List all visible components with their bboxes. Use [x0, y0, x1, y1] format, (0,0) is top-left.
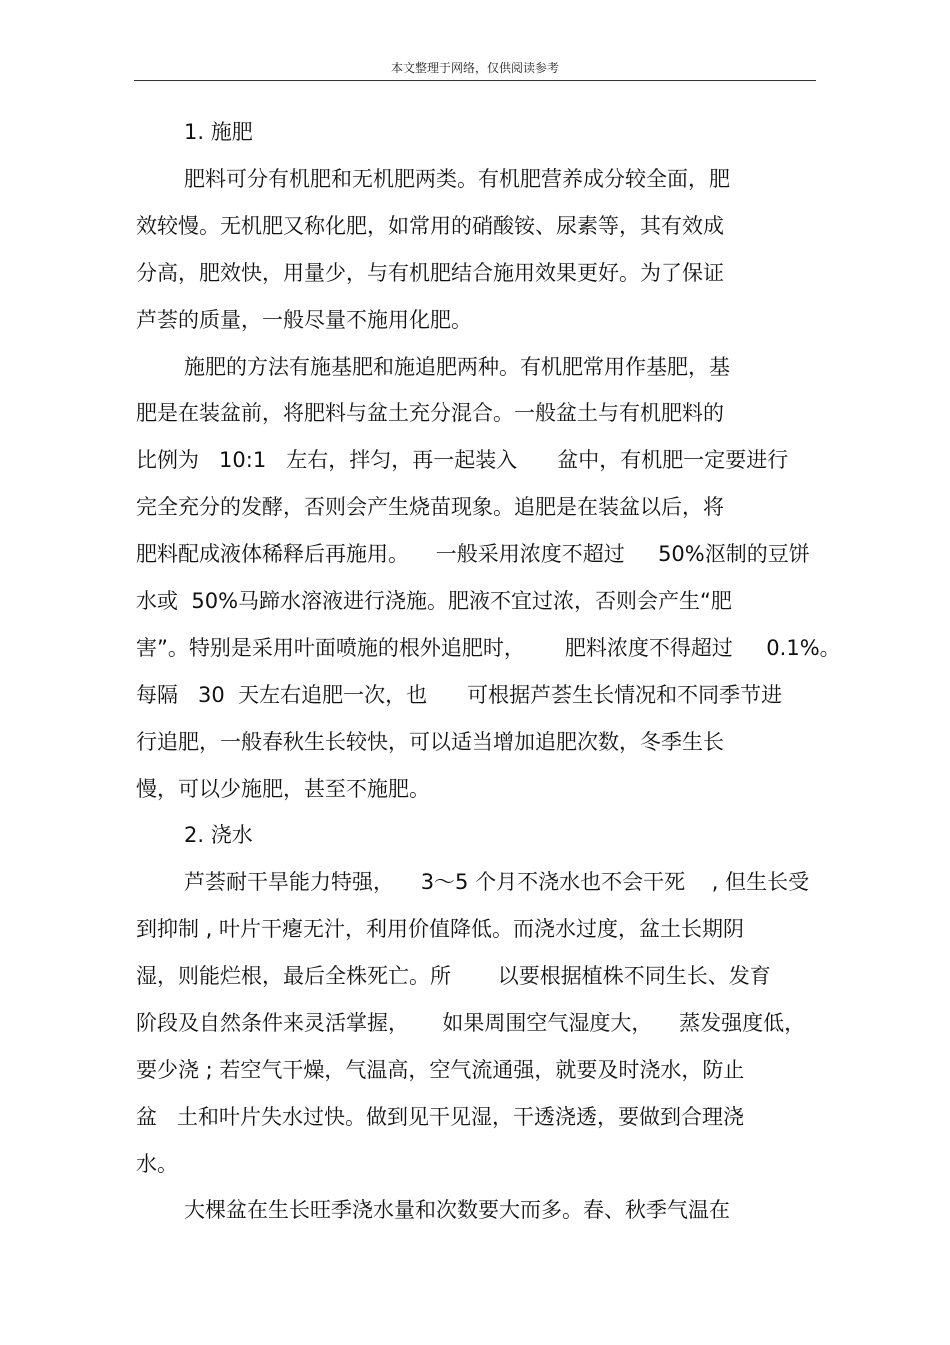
paragraph-line: 湿，则能烂根，最后全株死亡。所 以要根据植株不同生长、发育: [136, 964, 771, 988]
paragraph-line: 比例为 10:1 左右，拌匀，再一起装入 盆中，有机肥一定要进行: [136, 448, 789, 472]
header-text: 本文整理于网络，仅供阅读参考: [390, 61, 559, 75]
page-header: [134, 58, 816, 81]
paragraph-line: 肥料配成液体稀释后再施用。 一般采用浓度不超过 50%沤制的豆饼: [136, 542, 810, 566]
paragraph-line: 行追肥，一般春秋生长较快，可以适当增加追肥次数，冬季生长: [136, 730, 724, 754]
paragraph-line: 慢，可以少施肥，甚至不施肥。: [136, 777, 430, 801]
paragraph-line: 芦荟的质量，一般尽量不施用化肥。: [136, 308, 472, 332]
paragraph-line: 分高，肥效快，用量少，与有机肥结合施用效果更好。为了保证: [136, 261, 724, 285]
paragraph-line: 要少浇 ; 若空气干燥，气温高，空气流通强，就要及时浇水，防止: [136, 1058, 745, 1082]
paragraph-line: 阶段及自然条件来灵活掌握， 如果周围空气湿度大， 蒸发强度低，: [136, 1011, 806, 1035]
paragraph-line: 到抑制 , 叶片干瘪无汁，利用价值降低。而浇水过度，盆土长期阴: [136, 917, 745, 941]
section-heading-watering: 2. 浇水: [184, 823, 253, 847]
paragraph-line: 肥料可分有机肥和无机肥两类。有机肥营养成分较全面，肥: [184, 167, 730, 191]
paragraph-line: 大棵盆在生长旺季浇水量和次数要大而多。春、秋季气温在: [184, 1198, 730, 1222]
paragraph-line: 完全充分的发酵，否则会产生烧苗现象。追肥是在装盆以后，将: [136, 495, 724, 519]
section-heading-fertilizing: 1. 施肥: [184, 120, 253, 144]
paragraph-line: 施肥的方法有施基肥和施追肥两种。有机肥常用作基肥，基: [184, 355, 730, 379]
paragraph-line: 每隔 30 天左右追肥一次，也 可根据芦荟生长情况和不同季节进: [136, 683, 783, 707]
paragraph-line: 肥是在装盆前，将肥料与盆土充分混合。一般盆土与有机肥料的: [136, 401, 724, 425]
paragraph-line: 害”。特别是采用叶面喷施的根外追肥时， 肥料浓度不得超过 0.1%。: [136, 636, 841, 660]
paragraph-line: 水或 50%马蹄水溶液进行浇施。肥液不宜过浓，否则会产生“肥: [136, 589, 732, 613]
paragraph-line: 芦荟耐干旱能力特强， 3～5 个月不浇水也不会干死 , 但生长受: [184, 870, 810, 894]
paragraph-line: 水。: [136, 1152, 178, 1176]
paragraph-line: 盆 土和叶片失水过快。做到见干见湿，干透浇透，要做到合理浇: [136, 1105, 745, 1129]
paragraph-line: 效较慢。无机肥又称化肥，如常用的硝酸铵、尿素等，其有效成: [136, 214, 724, 238]
